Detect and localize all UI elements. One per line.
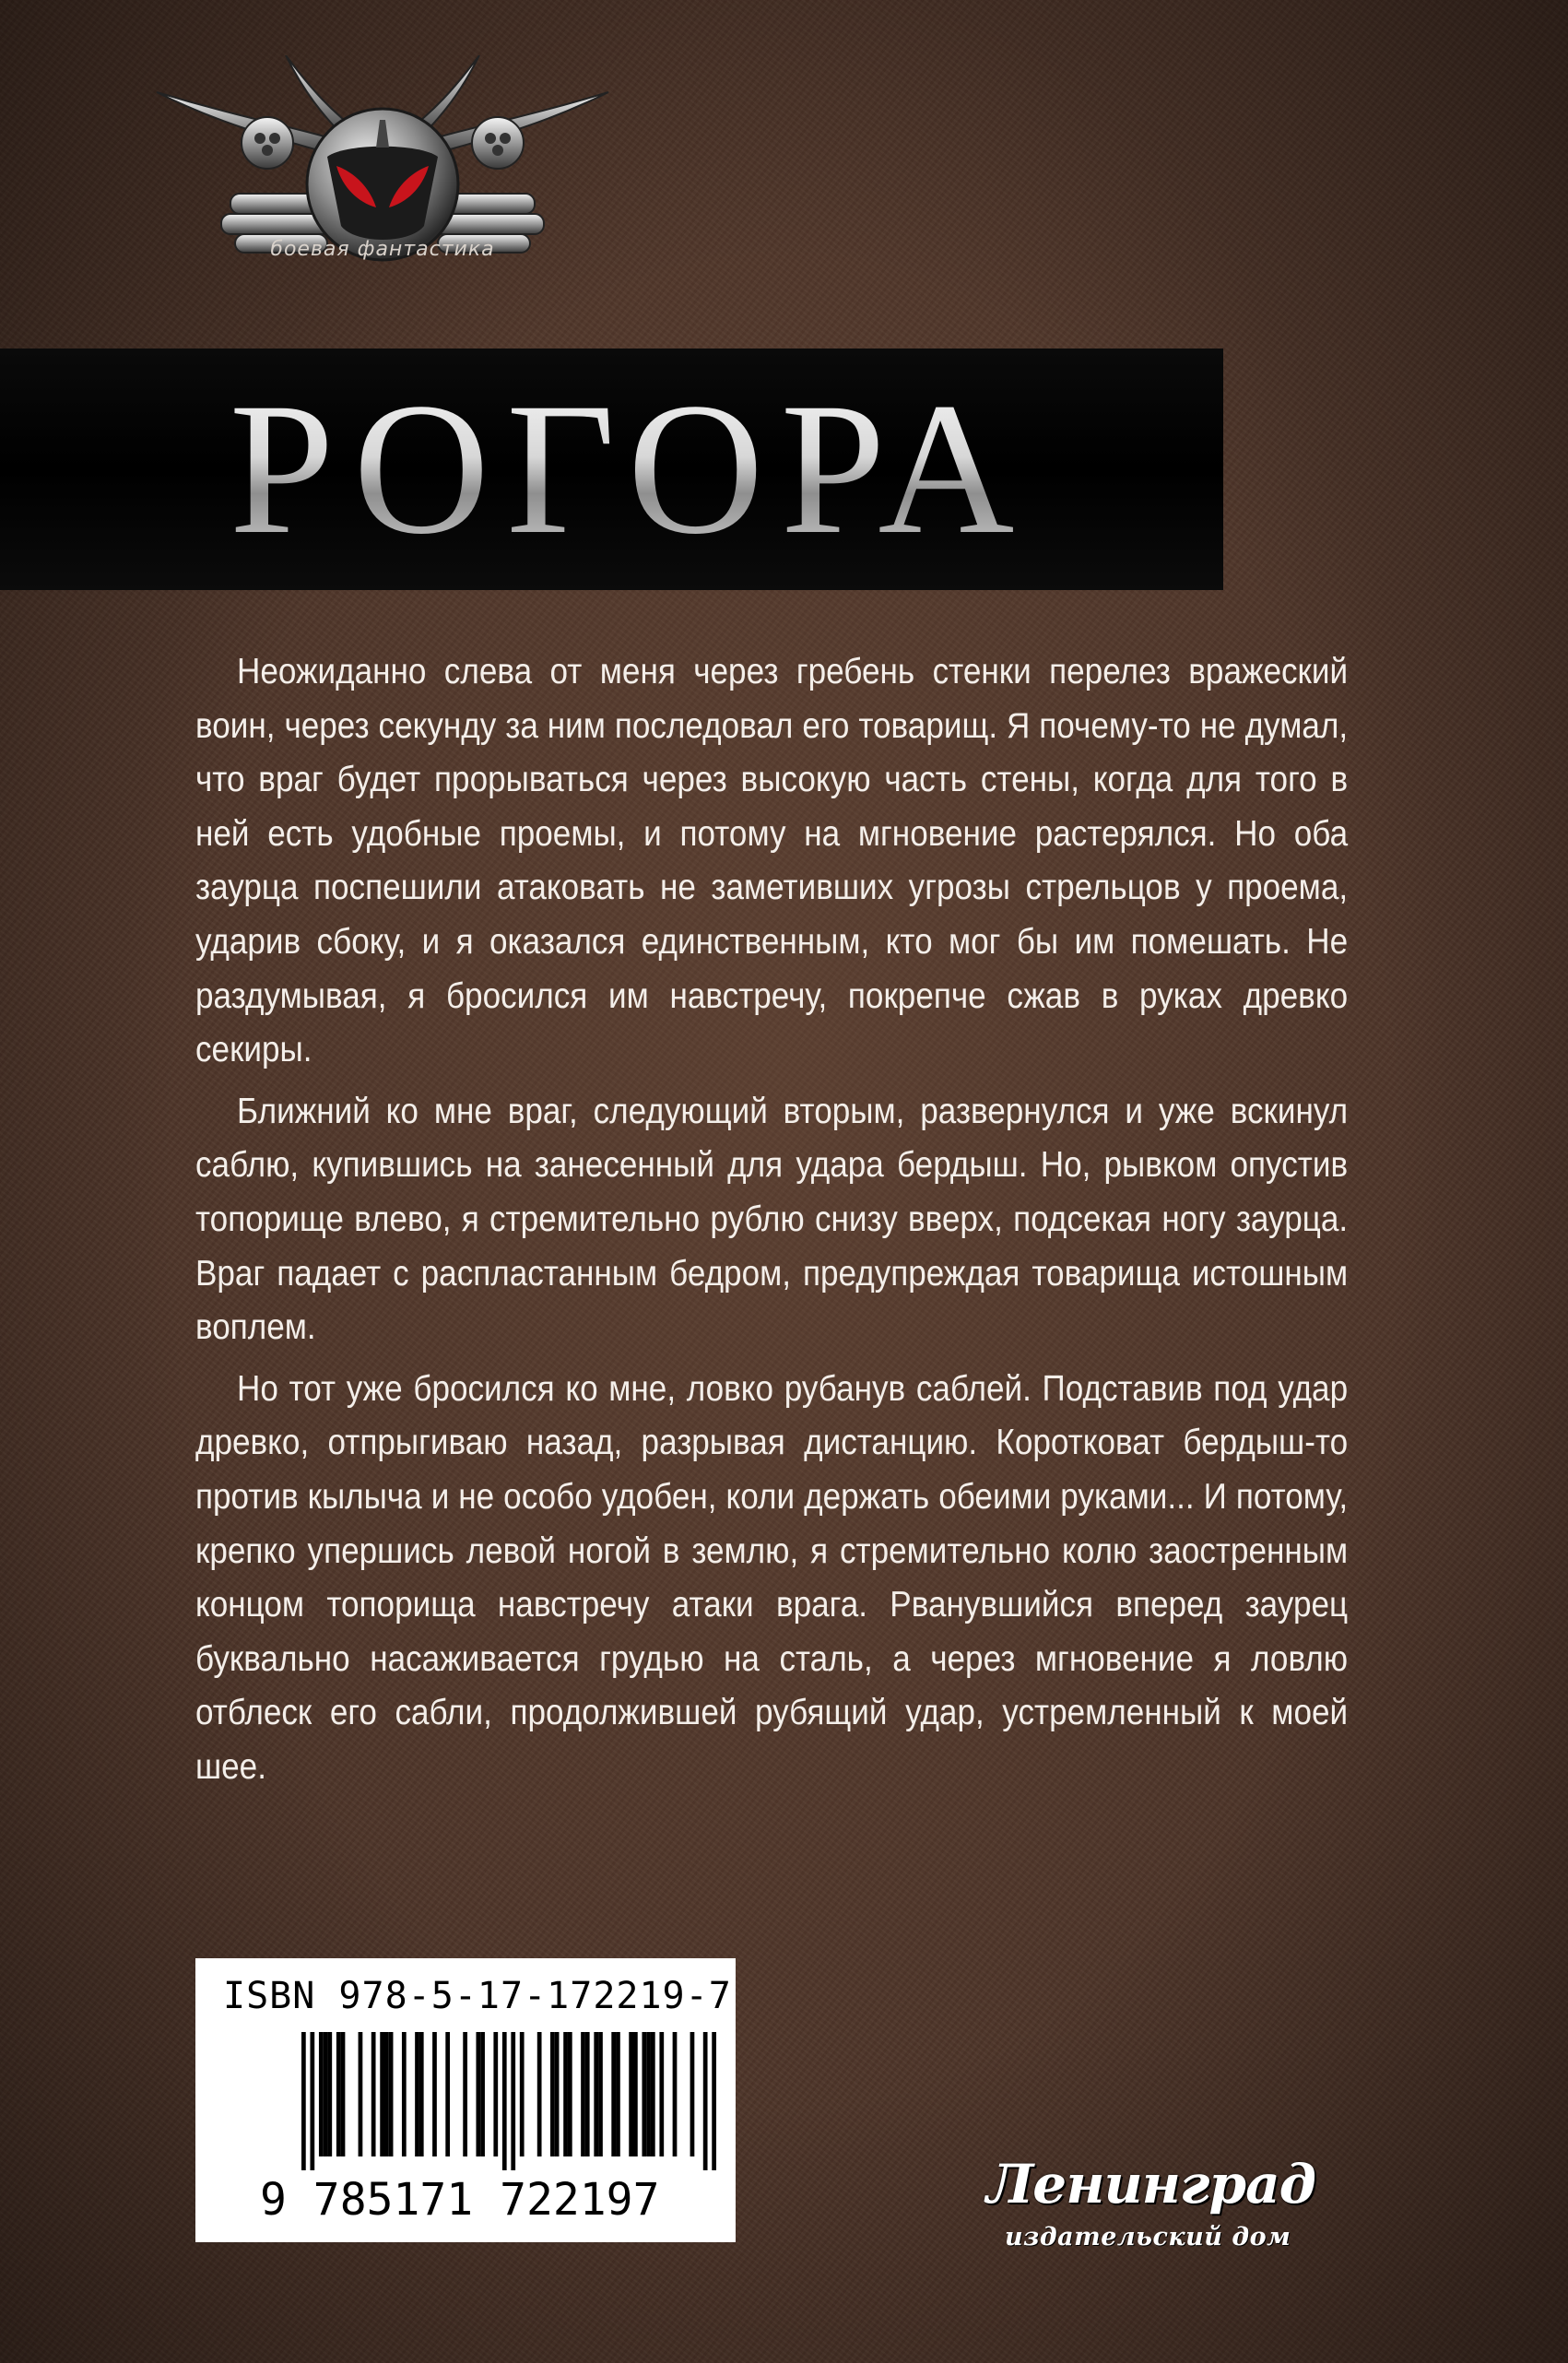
blurb-paragraph: Неожиданно слева от меня через гребень стенки перелез вражеский воин, через секунду за ним последовал его товарищ. Я почему-то не думал, что враг будет прорываться через высокую часть стены, когда для того в ней есть удобные проемы, и потому на мгновение растерялся. Но оба заурца поспешили атаковать не заметивших угрозы стрельцов у проема, ударив сбоку, и я оказался единственным, кто мог бы им помешать. Не раздумывая, я бросился им навстречу, покрепче сжав в руках древко секиры. xyxy=(195,652,1349,1070)
barcode-bar xyxy=(594,2032,598,2156)
series-logo xyxy=(147,55,618,286)
barcode-bar xyxy=(493,2032,498,2156)
barcode-bar xyxy=(341,2032,346,2156)
barcode-bar xyxy=(327,2032,332,2156)
barcode-bar xyxy=(371,2032,376,2156)
isbn-barcode-box xyxy=(195,1958,736,2242)
barcode-bar xyxy=(419,2032,424,2156)
barcode-bar xyxy=(633,2032,638,2156)
barcode-bar xyxy=(646,2032,651,2156)
barcode-bar xyxy=(359,2032,363,2156)
blurb-text xyxy=(195,645,1348,1794)
title-band xyxy=(0,349,1223,590)
isbn-label: ISBN 978-5-17-172219-7 xyxy=(223,1975,732,2017)
barcode-bar xyxy=(651,2032,655,2156)
barcode-bar xyxy=(480,2032,485,2156)
barcode-bar xyxy=(616,2032,620,2156)
barcode-bar xyxy=(568,2032,572,2156)
barcode-bar xyxy=(703,2032,708,2170)
barcode-bar xyxy=(563,2032,568,2156)
barcode-icon xyxy=(301,2032,716,2170)
barcode-bar xyxy=(389,2032,394,2156)
barcode-bar xyxy=(537,2032,542,2156)
barcode-bar xyxy=(585,2032,590,2156)
barcode-bar xyxy=(642,2032,646,2156)
barcode-bar xyxy=(380,2032,384,2156)
barcode-bar xyxy=(555,2032,560,2156)
barcode-bar xyxy=(673,2032,678,2156)
barcode-bar xyxy=(712,2032,716,2170)
barcode-bar xyxy=(301,2032,306,2170)
barcode-bar xyxy=(432,2032,437,2156)
barcode-bar xyxy=(445,2032,450,2156)
series-caption: боевая фантастика xyxy=(270,238,495,261)
barcode-bar xyxy=(384,2032,389,2156)
barcode-bar xyxy=(629,2032,633,2156)
barcode-bar xyxy=(581,2032,585,2156)
barcode-bar xyxy=(611,2032,616,2156)
barcode-bar xyxy=(324,2032,328,2156)
barcode-bar xyxy=(402,2032,407,2156)
barcode-bar xyxy=(476,2032,480,2156)
barcode-bar xyxy=(520,2032,525,2156)
blurb-paragraph: Но тот уже бросился ко мне, ловко рубанув саблей. Подставив под удар древко, отпрыгиваю назад, разрывая дистанцию. Коротковат бердыш-то против кылыча и не особо удобен, коли держать обеими руками... И потому, крепко упершись левой ногой в землю, я стремительно колю заостренным концом топорища навстречу атаки врага. Рванувшийся вперед заурец буквально насаживается грудью на сталь, а через мгновение я ловлю отблеск его сабли, продолжившей рубящий удар, устремленный к моей шее. xyxy=(195,1368,1349,1787)
barcode-digits: 9 785171 722197 xyxy=(260,2174,660,2226)
barcode-bar xyxy=(550,2032,555,2156)
publisher-subtitle: издательский дом xyxy=(1005,2223,1291,2251)
barcode-bar xyxy=(310,2032,314,2170)
barcode-bar xyxy=(511,2032,515,2170)
book-title: РОГОРА xyxy=(0,349,1223,590)
barcode-bar xyxy=(463,2032,467,2156)
blurb-paragraph: Ближний ко мне враг, следующий вторым, развернулся и уже вскинул саблю, купившись на занесенный для удара бердыш. Но, рывком опустив топорище влево, я стремительно рублю снизу вверх, подсекая ногу заурца. Враг падает с распластанным бедром, предупреждая товарища истошным воплем. xyxy=(195,1091,1349,1348)
barcode-bar xyxy=(319,2032,324,2156)
publisher-logo xyxy=(986,2153,1346,2273)
barcode-bar xyxy=(336,2032,341,2156)
barcode-bar xyxy=(598,2032,603,2156)
barcode-bar xyxy=(659,2032,664,2156)
publisher-name: Ленинград xyxy=(986,2153,1316,2215)
barcode-bar xyxy=(415,2032,419,2156)
barcode-bar xyxy=(502,2032,507,2170)
barcode-bar xyxy=(690,2032,695,2156)
